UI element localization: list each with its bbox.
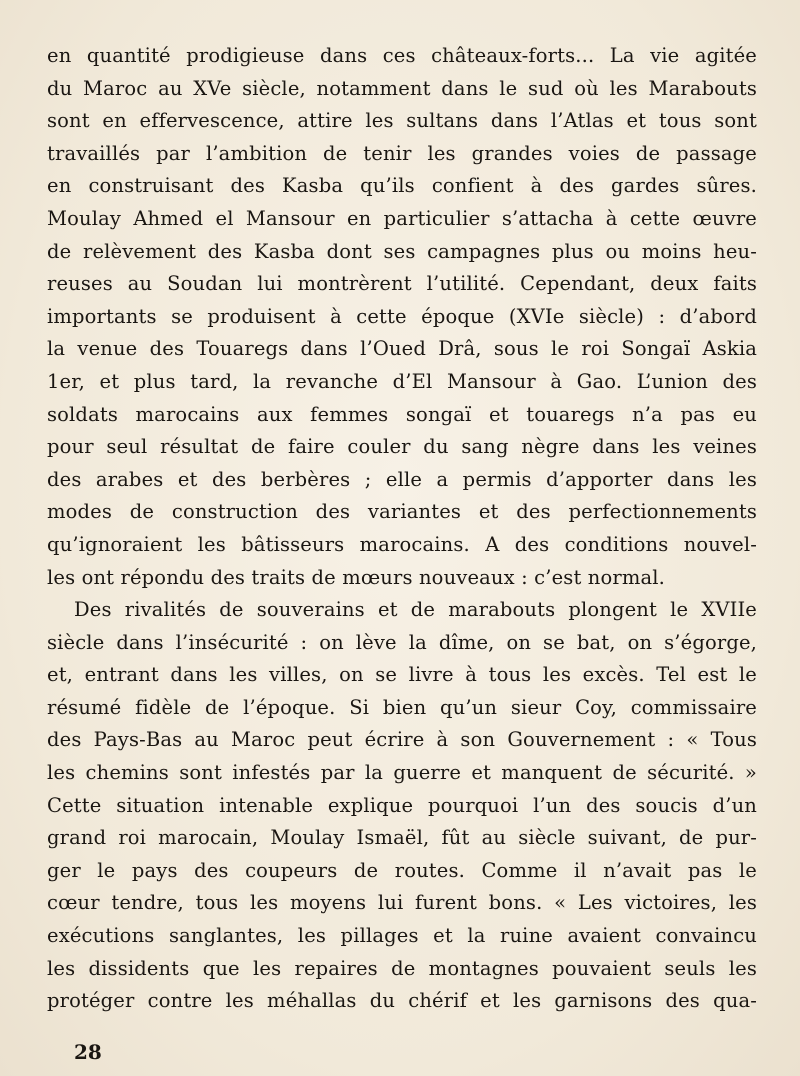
page-number: 28 — [74, 1040, 102, 1064]
text-line: résumé fidèle de l’époque. Si bien qu’un sieur Coy, commissaire — [47, 695, 757, 719]
text-line: importants se produisent à cette époque (XVIe siècle) : d’abord — [47, 304, 757, 328]
text-line: Cette situation intenable explique pourquoi l’un des soucis d’un — [47, 793, 757, 817]
text-line: exécutions sanglantes, les pillages et la ruine avaient convaincu — [47, 924, 757, 948]
text-line: des Pays-Bas au Maroc peut écrire à son Gouvernement : « Tous — [47, 728, 757, 752]
paragraph-end-line: les ont répondu des traits de mœurs nouveaux : c’est normal. — [47, 565, 666, 589]
text-line: pour seul résultat de faire couler du sang nègre dans les veines — [47, 435, 757, 459]
text-line: sont en effervescence, attire les sultans dans l’Atlas et tous sont — [47, 109, 757, 133]
text-line: travaillés par l’ambition de tenir les grandes voies de passage — [47, 141, 757, 165]
text-line: ger le pays des coupeurs de routes. Comme il n’avait pas le — [47, 858, 757, 882]
text-line: modes de construction des variantes et des perfectionnements — [47, 500, 757, 524]
text-line: du Maroc au XVe siècle, notamment dans le sud où les Marabouts — [47, 76, 757, 100]
text-line: protéger contre les méhallas du chérif et les garnisons des qua- — [47, 989, 757, 1013]
text-line: siècle dans l’insécurité : on lève la dîme, on se bat, on s’égorge, — [47, 630, 757, 654]
text-line: et, entrant dans les villes, on se livre à tous les excès. Tel est le — [47, 663, 757, 687]
text-line: soldats marocains aux femmes songaï et touaregs n’a pas eu — [47, 402, 757, 426]
text-line: les dissidents que les repaires de montagnes pouvaient seuls les — [47, 956, 757, 980]
text-line: Moulay Ahmed el Mansour en particulier s’attacha à cette œuvre — [47, 206, 757, 230]
text-line: en construisant des Kasba qu’ils confient à des gardes sûres. — [47, 174, 757, 198]
paragraph-start-line: Des rivalités de souverains et de marabouts plongent le XVIIe — [74, 598, 757, 622]
text-line: les chemins sont infestés par la guerre et manquent de sécurité. » — [47, 761, 757, 785]
text-line: 1er, et plus tard, la revanche d’El Mansour à Gao. L’union des — [47, 369, 757, 393]
text-line: qu’ignoraient les bâtisseurs marocains. A des conditions nouvel- — [47, 532, 757, 556]
text-line: reuses au Soudan lui montrèrent l’utilité. Cependant, deux faits — [47, 272, 757, 296]
text-line: des arabes et des berbères ; elle a permis d’apporter dans les — [47, 467, 757, 491]
text-line: cœur tendre, tous les moyens lui furent bons. « Les victoires, les — [47, 891, 757, 915]
text-line: de relèvement des Kasba dont ses campagnes plus ou moins heu- — [47, 239, 757, 263]
text-line: la venue des Touaregs dans l’Oued Drâ, sous le roi Songaï Askia — [47, 337, 757, 361]
text-line: en quantité prodigieuse dans ces châteaux-forts... La vie agitée — [47, 44, 757, 67]
text-line: grand roi marocain, Moulay Ismaël, fût au siècle suivant, de pur- — [47, 826, 757, 850]
body-text — [47, 40, 757, 1018]
